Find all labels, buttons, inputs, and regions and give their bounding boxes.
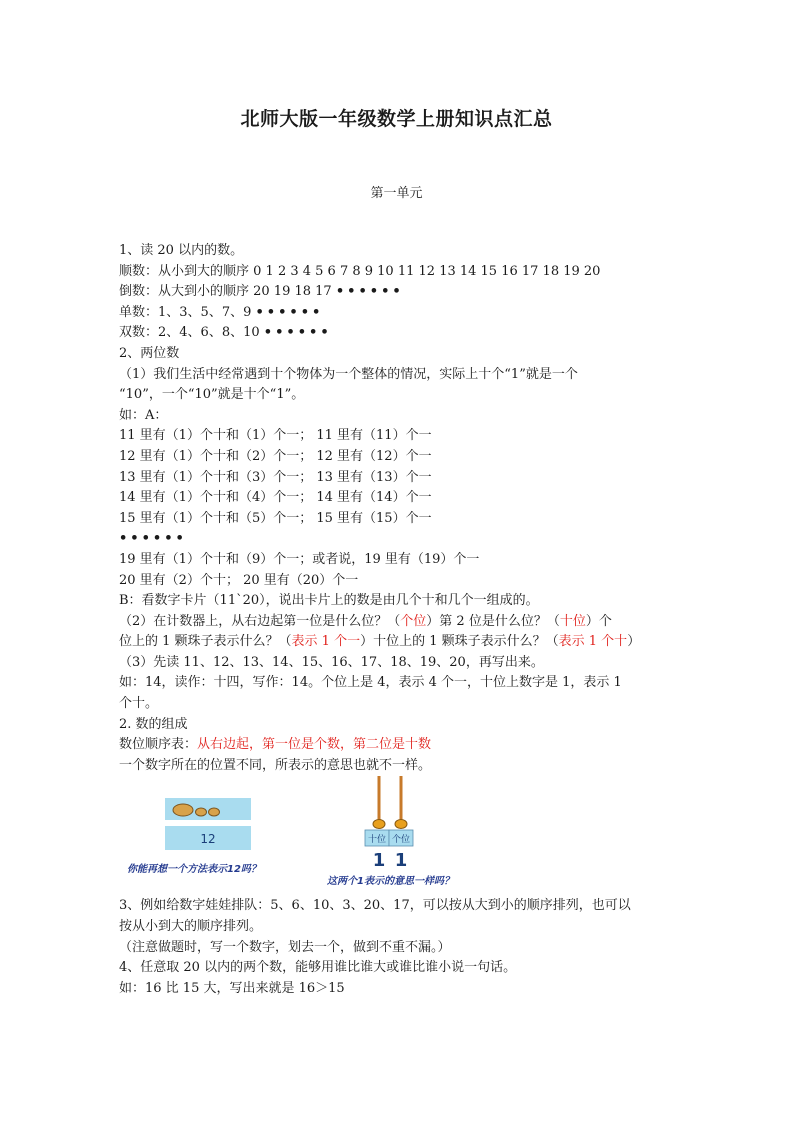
descending-order-text: 倒数：从大到小的顺序 20 19 18 17 [119,284,332,300]
composition-row: 15 里有（1）个十和（5）个一； 15 里有（15）个一 [119,510,432,526]
even-numbers-line [119,323,679,344]
section-3-heading: 2. 数的组成 [119,716,188,732]
place-value-rule: 从右边起，第一位是个数，第二位是十数 [197,737,432,753]
composition-row: 14 里有（1）个十和（4）个一； 14 里有（14）个一 [119,490,432,506]
odd-numbers-text: 单数：1、3、5、7、9 [119,304,252,320]
stone-small [196,808,207,816]
even-numbers-text: 双数：2、4、6、8、10 [119,325,260,341]
place-value-table-line [119,735,679,756]
abacus-illustration [297,774,507,889]
text-segment: ）第 2 位是什么位？（ [426,613,560,629]
section-4-note: （注意做题时，写一个数字，划去一个，做到不重不漏。） [119,939,451,955]
answer-one-unit: 表示 1 个一 [291,634,361,650]
section-2-heading: 2、两位数 [119,345,180,361]
ellipsis-dots-line: •••••• [119,531,187,547]
unit-heading: 第一单元 [370,186,423,201]
tens-digit: 1 [372,850,386,872]
composition-row-19: 19 里有（1）个十和（9）个一；或者说，19 里有（19）个一 [119,551,480,567]
example-14-line-1: 如：14，读作：十四，写作：14。个位上是 4，表示 4 个一，十位上数字是 1，表示 1 [119,675,622,691]
odd-numbers-line [119,303,679,324]
answer-ones-place: 个位 [400,613,427,629]
ellipsis-dots: •••••• [263,325,332,341]
paragraph-2-line-2 [119,632,679,653]
paragraph-1-line-1: （1）我们生活中经常遇到十个物体为一个整体的情况，实际上十个“1”就是一个 [119,366,578,382]
example-b-line: B：看数字卡片（11ˋ20），说出卡片上的数是由几个十和几个一组成的。 [119,593,539,609]
tens-bead [373,820,385,829]
composition-row: 13 里有（1）个十和（3）个一； 13 里有（13）个一 [119,469,432,485]
stone-large [173,804,193,816]
answer-one-ten: 表示 1 个十 [558,634,628,650]
caption-right: 这两个1表示的意思一样吗？ [327,876,454,888]
composition-row-20: 20 里有（2）个十； 20 里有（20）个一 [119,572,359,588]
section-5-line-1: 4、任意取 20 以内的两个数，能够用谁比谁大或谁比谁小说一句话。 [119,960,517,976]
ones-digit: 1 [394,850,408,872]
section-4-line-1: 3、例如给数字娃娃排队：5、6、10、3、20、17，可以按从大到小的顺序排列，也可以 [119,898,631,914]
text-segment: ）个 [585,613,612,629]
caption-left: 你能再想一个方法表示12吗？ [127,864,261,876]
ascending-order-line: 顺数：从小到大的顺序 0 1 2 3 4 5 6 7 8 9 10 11 12 13 14 15 16 17 18 19 20 [119,263,601,279]
ones-bead [395,820,407,829]
text-segment: ） [627,634,641,650]
stone-small [209,808,220,816]
example-a-label: 如：A： [119,407,168,423]
tens-label: 十位 [367,835,387,846]
ellipsis-dots: •••••• [335,284,404,300]
position-meaning-note: 一个数字所在的位置不同，所表示的意思也就不一样。 [119,757,432,773]
section-5-example: 如：16 比 15 大，写出来就是 16＞15 [119,980,345,996]
ones-label: 个位 [391,835,411,846]
document-title: 北师大版一年级数学上册知识点汇总 [240,108,553,130]
ellipsis-dots: •••••• [255,304,324,320]
answer-tens-place: 十位 [559,613,586,629]
example-14-line-2: 个十。 [119,696,159,712]
paragraph-1-line-2: “10”，一个“10”就是十个“1”。 [119,387,305,403]
number-card-illustration [123,790,299,880]
text-segment: （2）在计数器上，从右边起第一位是什么位？（ [119,613,401,629]
section-1-heading: 1、读 20 以内的数。 [119,243,244,258]
composition-row: 11 里有（1）个十和（1）个一； 11 里有（11）个一 [119,428,432,444]
document-body [119,241,679,999]
place-value-figure [119,782,679,894]
text-segment: ）十位上的 1 颗珠子表示什么？（ [360,634,559,650]
paragraph-3-line: （3）先读 11、12、13、14、15、16、17、18、19、20，再写出来。 [119,654,544,670]
paragraph-2-line-1 [119,612,679,633]
place-value-label: 数位顺序表： [119,737,198,753]
card-number: 12 [200,832,216,847]
descending-order-line [119,282,679,303]
section-4-line-2: 按从小到大的顺序排列。 [119,919,263,935]
text-segment: 位上的 1 颗珠子表示什么？（ [119,634,292,650]
composition-row: 12 里有（1）个十和（2）个一； 12 里有（12）个一 [119,448,432,464]
